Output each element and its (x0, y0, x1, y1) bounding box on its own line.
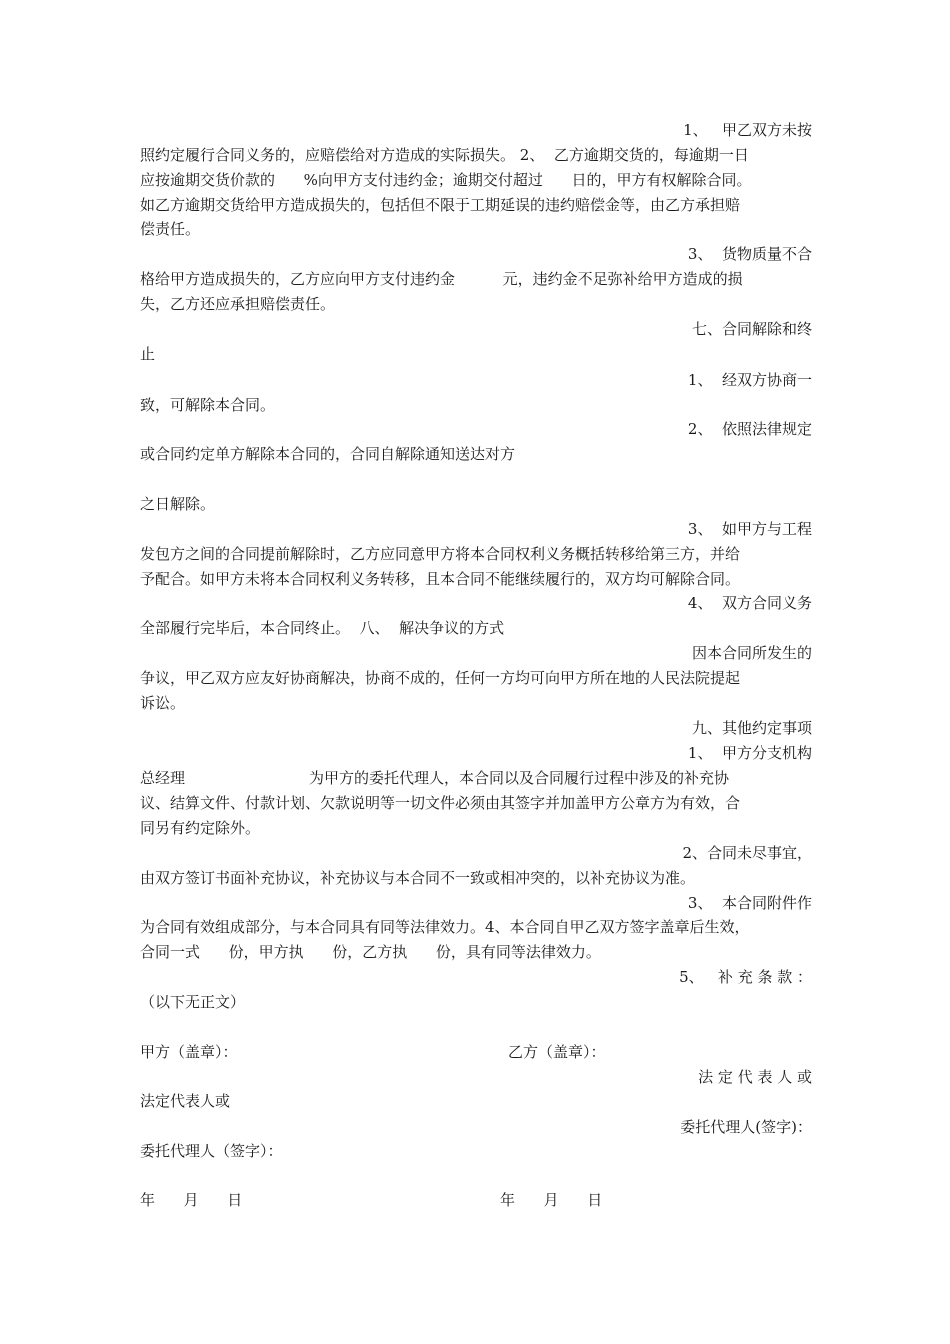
party-b-agent-signature-label: 委托代理人(签字)： (680, 1118, 812, 1136)
party-b-legal-rep-label: 法 定 代 表 人 或 (698, 1068, 812, 1086)
text-line: 之日解除。 (140, 495, 216, 513)
text-line: 3、 货物质量不合 (687, 245, 812, 263)
text-line: 2、 依照法律规定 (687, 420, 812, 438)
text-line: 总经理 为甲方的委托代理人，本合同以及合同履行过程中涉及的补充协 (140, 769, 729, 787)
text-line: 因本合同所发生的 (691, 644, 812, 662)
party-a-agent-signature-label: 委托代理人（签字）： (140, 1142, 283, 1160)
text-line: 发包方之间的合同提前解除时，乙方应同意甲方将本合同权利义务概括转移给第三方，并给 (140, 545, 741, 563)
text-line: 3、 如甲方与工程 (687, 520, 812, 538)
text-line: 如乙方逾期交货给甲方造成损失的，包括但不限于工期延误的违约赔偿金等，由乙方承担赔 (140, 196, 741, 214)
end-of-text-note: （以下无正文） (140, 993, 246, 1011)
section-heading: 七、合同解除和终 (691, 320, 812, 338)
text-line: 为合同有效组成部分，与本合同具有同等法律效力。4、本合同自甲乙双方签字盖章后生效， (140, 918, 750, 936)
party-a-legal-rep-label: 法定代表人或 (140, 1092, 231, 1110)
text-line: 照约定履行合同义务的，应赔偿给对方造成的实际损失。 2、 乙方逾期交货的，每逾期一日 (140, 146, 749, 164)
text-line: 合同一式 份，甲方执 份，乙方执 份，具有同等法律效力。 (140, 943, 601, 961)
text-line: 应按逾期交货价款的 %向甲方支付违约金；逾期交付超过 日的，甲方有权解除合同。 (140, 171, 752, 189)
section-heading: 九、其他约定事项 (691, 719, 812, 737)
text-line: 或合同约定单方解除本合同的，合同自解除通知送达对方 (140, 445, 516, 463)
section-heading-cont: 止 (140, 345, 156, 363)
text-line: 议、结算文件、付款计划、欠款说明等一切文件必须由其签字并加盖甲方公章方为有效，合 (140, 794, 741, 812)
text-line: 予配合。如甲方未将本合同权利义务转移，且本合同不能继续履行的，双方均可解除合同。 (140, 570, 741, 588)
party-a-seal-label: 甲方（盖章）： (140, 1043, 238, 1061)
text-line: 全部履行完毕后，本合同终止。 八、 解决争议的方式 (140, 619, 505, 637)
text-line: 致，可解除本合同。 (140, 396, 276, 414)
text-line: 由双方签订书面补充协议，补充协议与本合同不一致或相冲突的，以补充协议为准。 (140, 869, 696, 887)
text-line: 格给甲方造成损失的，乙方应向甲方支付违约金 元，违约金不足弥补给甲方造成的损 (140, 270, 743, 288)
party-b-date-line: 年 月 日 (500, 1191, 603, 1209)
text-line: 偿责任。 (140, 220, 201, 238)
text-line: 同另有约定除外。 (140, 819, 261, 837)
text-line: 1、 经双方协商一 (687, 371, 812, 389)
party-a-date-line: 年 月 日 (140, 1191, 243, 1209)
text-line: 1、 甲方分支机构 (687, 744, 812, 762)
text-line: 争议，甲乙双方应友好协商解决，协商不成的，任何一方均可向甲方所在地的人民法院提起 (140, 669, 741, 687)
text-line: 1、 甲乙双方未按 (683, 121, 812, 139)
text-line: 诉讼。 (140, 694, 186, 712)
text-line: 3、 本合同附件作 (687, 894, 812, 912)
text-line: 5、 补 充 条 款 ： (679, 968, 812, 986)
text-line: 2、合同未尽事宜， (682, 844, 812, 862)
text-line: 失，乙方还应承担赔偿责任。 (140, 295, 336, 313)
party-b-seal-label: 乙方（盖章）： (508, 1043, 606, 1061)
text-line: 4、 双方合同义务 (687, 594, 812, 612)
